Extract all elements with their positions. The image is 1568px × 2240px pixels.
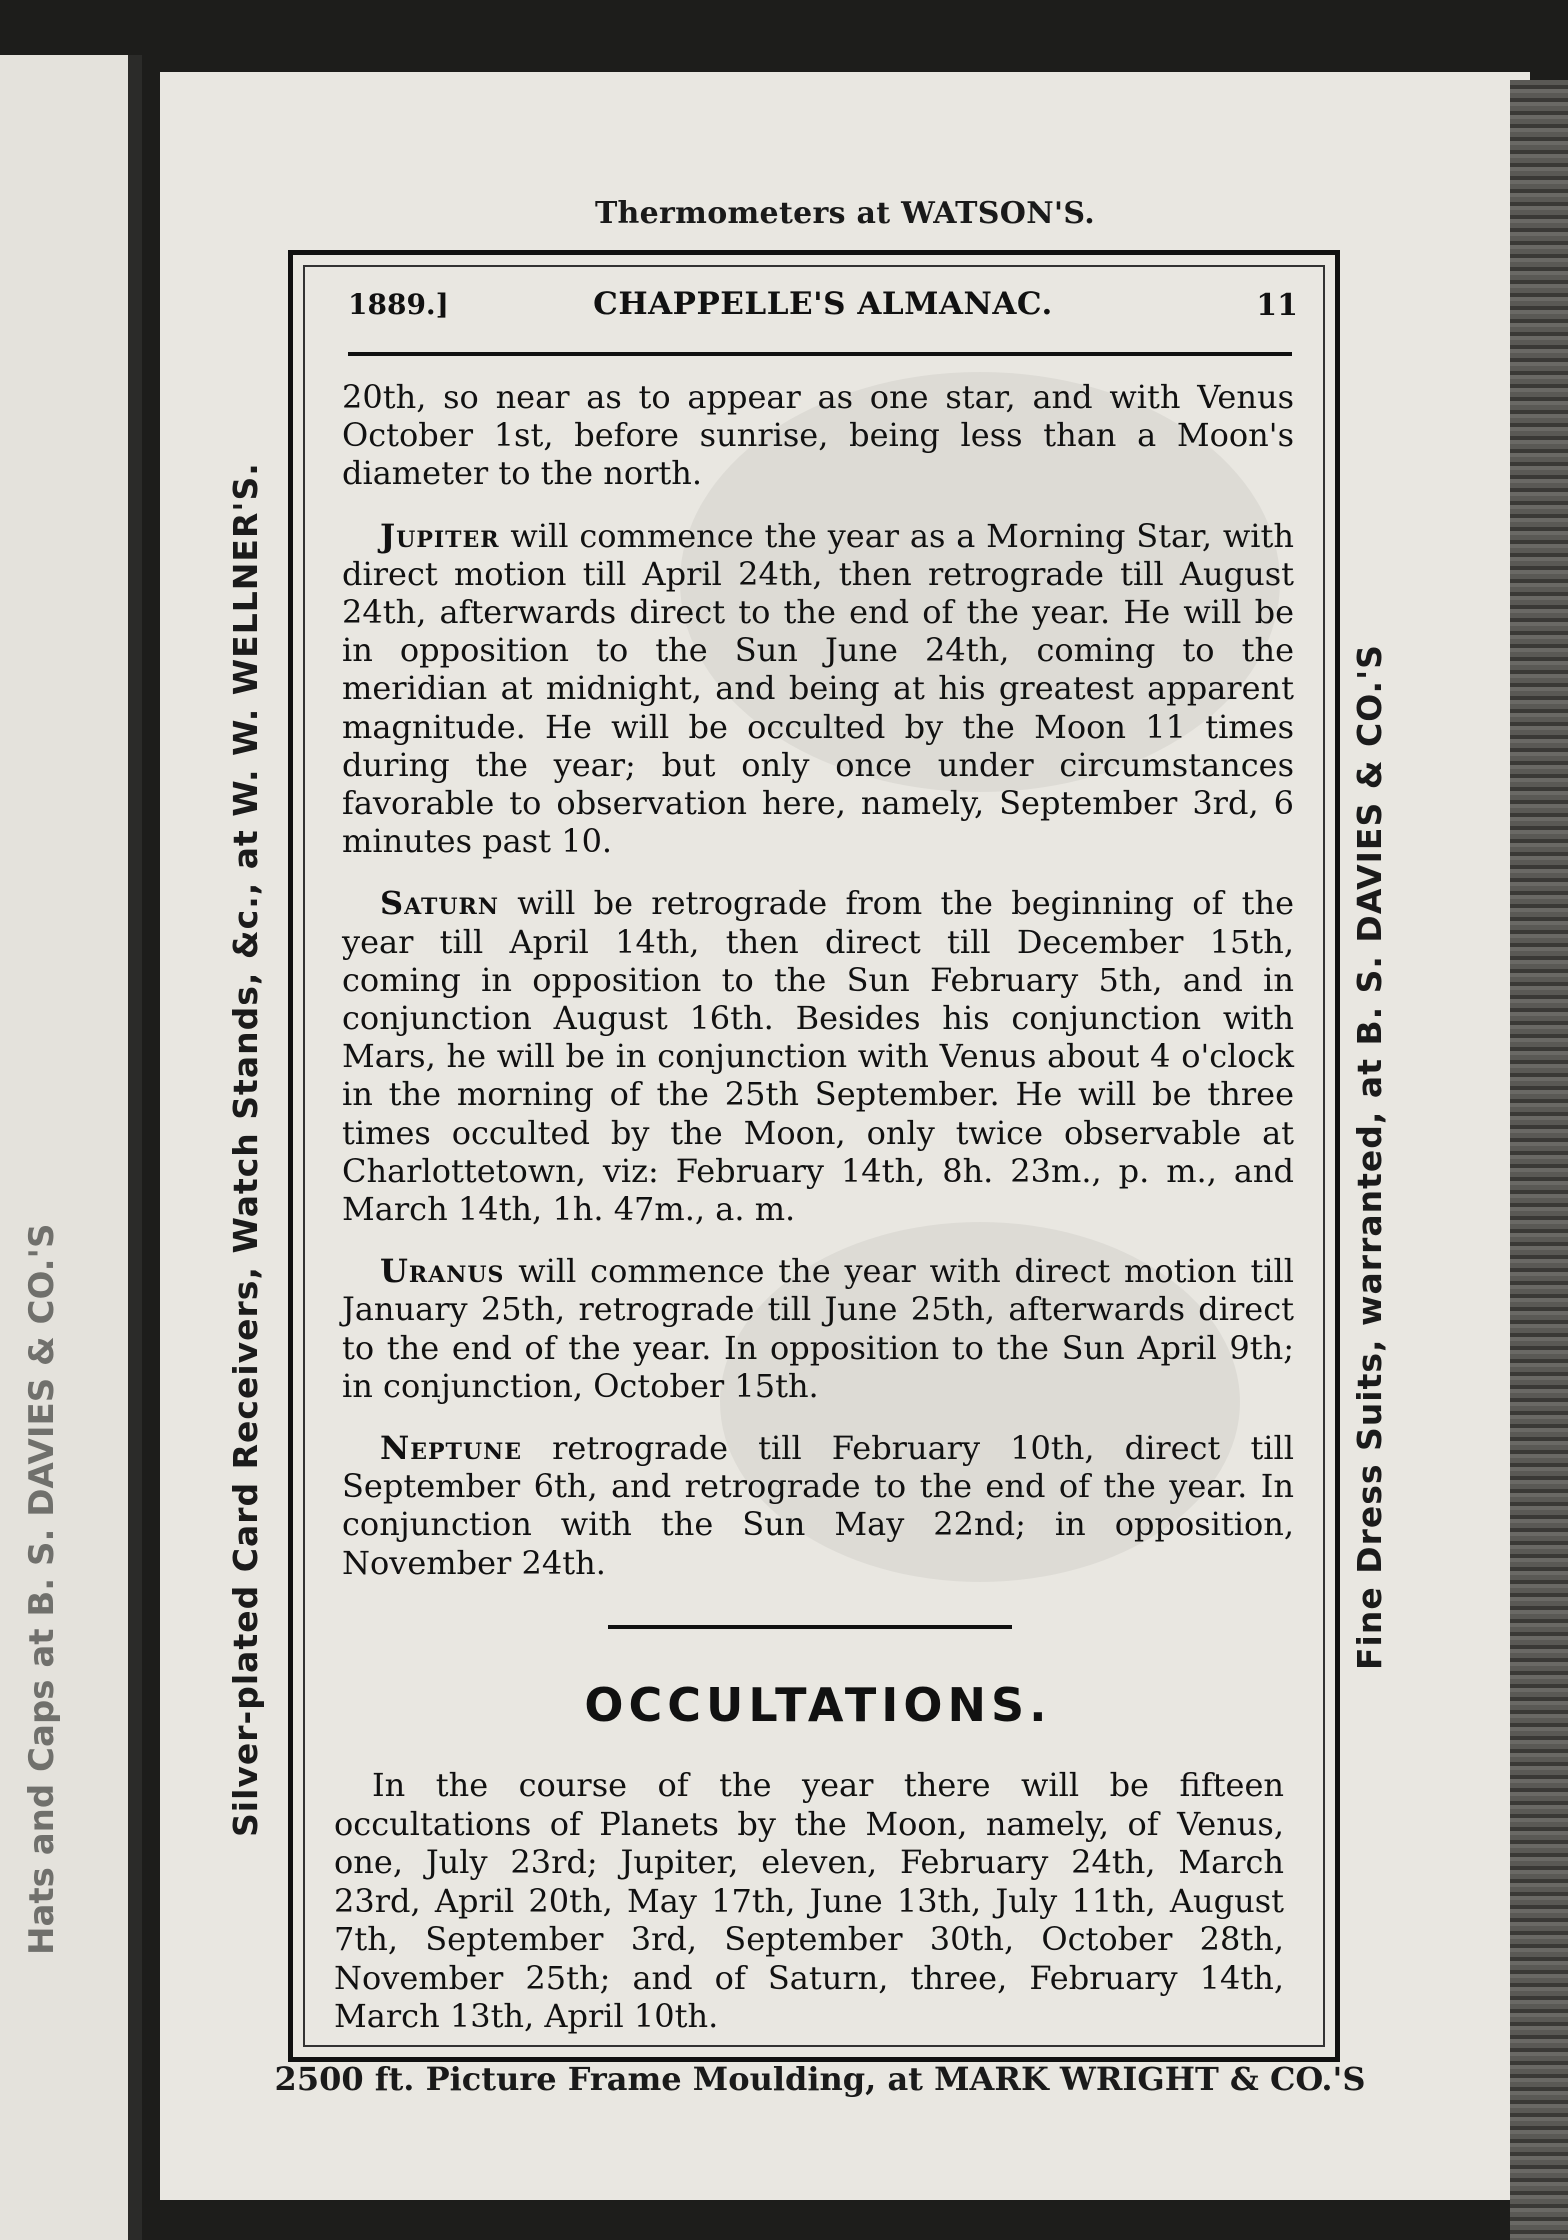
mars-paragraph-continued: 20th, so near as to appear as one star, and with Venus October 1st, before sunrise, being less than a Moon's diameter to the north. (342, 378, 1294, 493)
adjacent-page-side-ad: Hats and Caps at B. S. DAVIES & CO.'S (22, 1223, 62, 1955)
saturn-paragraph (342, 884, 1294, 1228)
neptune-paragraph (342, 1429, 1294, 1582)
occultations-paragraph: In the course of the year there will be fifteen occultations of Planets by the Moon, namely, of Venus, one, July 23rd; Jupiter, eleven, February 24th, March 23rd, April 20th, May 17th, June 13th, July 11th, August 7th, September 3rd, September 30th, October 28th, November 25th; and of Saturn, three, February 14th, March 13th, April 10th. (334, 1766, 1284, 2035)
adjacent-page-edge (0, 55, 142, 2240)
saturn-text: will be retrograde from the beginning of the year till April 14th, then direct till December 15th, coming in opposition to the Sun February 5th, and in conjunction August 16th. Besides his conjunction with Mars, he will be in conjunction with Venus about 4 o'clock in the morning of the 25th September. He will be three times occulted by the Moon, only twice observable at Charlottetown, viz: February 14th, 8h. 23m., p. m., and March 14th, 1h. 47m., a. m. (342, 884, 1294, 1229)
page-stack-edge (1510, 80, 1568, 2240)
planet-name-neptune: Neptune (380, 1429, 522, 1468)
neptune-text: retrograde till February 10th, direct till September 6th, and retrograde to the end of the year. In conjunction with the Sun May 22nd; in opposition, November 24th. (342, 1429, 1294, 1582)
header-year: 1889.] (348, 288, 449, 321)
planet-name-jupiter: Jupiter (380, 516, 500, 555)
section-divider (608, 1625, 1012, 1629)
jupiter-paragraph (342, 517, 1294, 861)
body-text (342, 378, 1294, 1606)
right-side-advertisement: Fine Dress Suits, warranted, at B. S. DAVIES & CO.'S (1350, 644, 1389, 1671)
header-title: CHAPPELLE'S ALMANAC. (593, 286, 1053, 322)
uranus-paragraph (342, 1252, 1294, 1405)
uranus-text: will commence the year with direct motion till January 25th, retrograde till June 25th, afterwards direct to the end of the year. In opposition to the Sun April 9th; in conjunction, October 15th. (342, 1252, 1294, 1405)
running-header (348, 286, 1298, 326)
header-rule (348, 352, 1292, 356)
planet-name-saturn: Saturn (380, 884, 499, 923)
planet-name-uranus: Uranus (380, 1252, 505, 1291)
left-side-advertisement: Silver-plated Card Receivers, Watch Stands, &c., at W. W. WELLNER'S. (226, 462, 265, 1838)
page-number: 11 (1256, 288, 1298, 323)
jupiter-text: will commence the year as a Morning Star, with direct motion till April 24th, then retrograde till August 24th, afterwards direct to the end of the year. He will be in opposition to the Sun June 24th, coming to the meridian at midnight, and being at his greatest apparent magnitude. He will be occulted by the Moon 11 times during the year; but only once under circumstances favorable to observation here, namely, September 3rd, 6 minutes past 10. (342, 516, 1294, 861)
bottom-advertisement: 2500 ft. Picture Frame Moulding, at MARK WRIGHT & CO.'S (274, 2060, 1366, 2098)
top-advertisement: Thermometers at WATSON'S. (594, 196, 1096, 231)
occultations-heading: OCCULTATIONS. (584, 1678, 1052, 1732)
